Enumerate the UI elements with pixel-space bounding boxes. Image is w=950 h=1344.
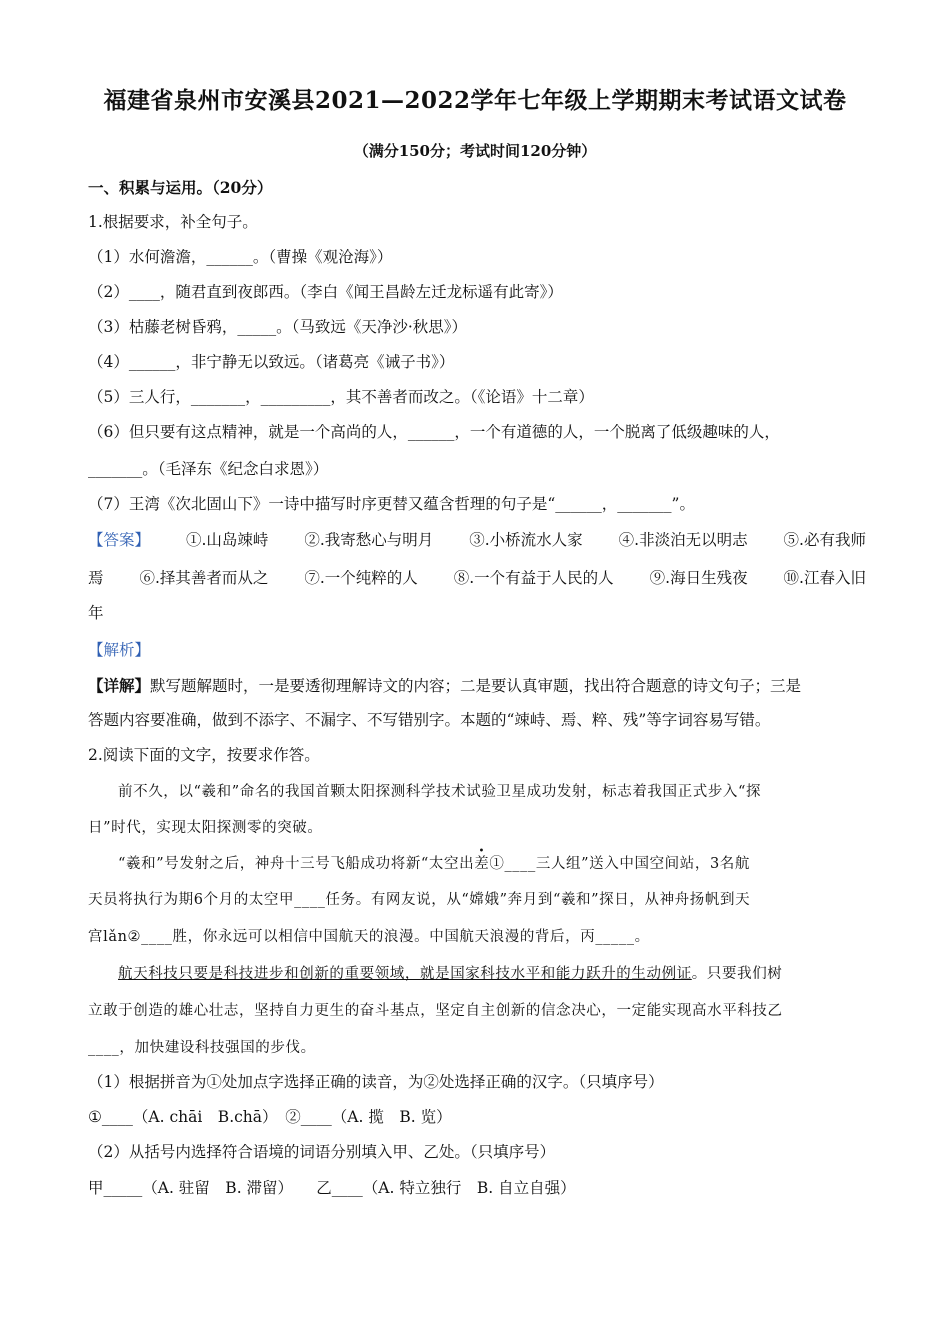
q2-sub1-prompt: （1）根据拼音为①处加点字选择正确的读音，为②处选择正确的汉字。（只填序号） (88, 1073, 664, 1091)
answer-item: ⑥.择其善者而从之 (139, 569, 269, 587)
passage-para3-line1 (118, 967, 782, 982)
answer-item: ①.山岛竦峙 (185, 531, 269, 549)
answer-item: ④.非淡泊无以明志 (618, 531, 748, 549)
passage-para3-line2: 立敢于创造的雄心壮志，坚持自力更生的奋斗基点，坚定自主创新的信念决心，一定能实现高水平科技乙 (88, 1003, 783, 1019)
q2-sub1-options: ①____（A. chāi B.chā） ②____（A. 揽 B. 览） (88, 1108, 452, 1126)
q1-item-7: （7）王湾《次北固山下》一诗中描写时序更替又蕴含哲理的句子是“______，_______”。 (88, 495, 695, 513)
q1-item-1: （1）水何澹澹，______。（曹操《观沧海》） (88, 248, 393, 266)
section-heading: 一、积累与运用。（20分） (88, 178, 273, 197)
passage-text: 。只要我们树 (691, 966, 783, 982)
answer-tag: 【答案】 (88, 531, 151, 549)
q2-sub2-prompt: （2）从括号内选择符合语境的词语分别填入甲、乙处。（只填序号） (88, 1143, 556, 1161)
detail-line-2: 答题内容要准确，做到不添字、不漏字、不写错别字。本题的“竦峙、焉、粹、残”等字词容易写错。 (88, 711, 771, 729)
q1-item-3: （3）枯藤老树昏鸦，_____。（马致远《天净沙·秋思》） (88, 318, 468, 336)
answer-item: ③.小桥流水人家 (469, 531, 583, 549)
answer-row-3: 年 (88, 604, 104, 622)
detail-line-1 (88, 678, 801, 695)
passage-para2-line1 (118, 857, 750, 872)
analysis-tag: 【解析】 (88, 641, 151, 659)
answer-item: ②.我寄愁心与明月 (304, 531, 434, 549)
passage-para1-line1: 前不久，以“羲和”命名的我国首颗太阳探测科学技术试验卫星成功发射，标志着我国正式步入“探 (118, 784, 762, 800)
passage-text: “羲和”号发射之后，神舟十三号飞船成功将新“太空出 (118, 856, 475, 872)
q1-item-6-cont: _______。（毛泽东《纪念白求恩》） (88, 460, 329, 478)
answer-item: ⑩.江春入旧 (783, 569, 866, 587)
answer-item: ⑤.必有我师 (783, 531, 866, 549)
answer-row-2 (88, 571, 866, 587)
question-1-prompt: 1.根据要求，补全句子。 (88, 213, 258, 231)
detail-text: 默写题解题时，一是要透彻理解诗文的内容；二是要认真审题，找出符合题意的诗文句子；三是 (150, 677, 802, 695)
passage-para2-line2: 天员将执行为期6个月的太空甲____任务。有网友说，从“嫦娥”奔月到“羲和”探日，从神舟扬帆到天 (88, 892, 751, 908)
detail-tag: 【详解】 (88, 676, 151, 695)
page-title: 福建省泉州市安溪县2021—2022学年七年级上学期期末考试语文试卷 (103, 87, 847, 114)
answer-item: ⑨.海日生残夜 (649, 569, 748, 587)
q1-item-5: （5）三人行，_______，_________，其不善者而改之。（《论语》十二章） (88, 388, 594, 406)
passage-para3-line3: ____，加快建设科技强国的步伐。 (88, 1040, 316, 1056)
passage-text: ①____三人组”送入中国空间站，3名航 (489, 856, 750, 872)
page-subtitle: （满分150分；考试时间120分钟） (353, 142, 597, 160)
answer-item: ⑧.一个有益于人民的人 (453, 569, 614, 587)
q1-item-4: （4）______，非宁静无以致远。（诸葛亮《诫子书》） (88, 353, 455, 371)
q2-sub2-options: 甲_____（A. 驻留 B. 滞留） 乙____（A. 特立独行 B. 自立自强） (88, 1179, 576, 1197)
passage-para1-line2: 日”时代，实现太阳探测零的突破。 (88, 820, 323, 836)
underlined-sentence: 航天科技只要是科技进步和创新的重要领域，就是国家科技水平和能力跃升的生动例证 (118, 966, 692, 982)
dotted-character: 差 (474, 856, 490, 872)
q1-item-6: （6）但只要有这点精神，就是一个高尚的人，______，一个有道德的人，一个脱离了低级趣味的人， (88, 423, 780, 441)
answer-item: 焉 (88, 569, 104, 587)
answer-row-1 (88, 533, 866, 549)
question-2-prompt: 2.阅读下面的文字，按要求作答。 (88, 746, 320, 764)
q1-item-2: （2）____，随君直到夜郎西。（李白《闻王昌龄左迁龙标遥有此寄》） (88, 283, 563, 301)
passage-para2-line3: 宫lǎn②____胜，你永远可以相信中国航天的浪漫。中国航天浪漫的背后，丙_____。 (88, 929, 650, 945)
answer-item: ⑦.一个纯粹的人 (304, 569, 418, 587)
